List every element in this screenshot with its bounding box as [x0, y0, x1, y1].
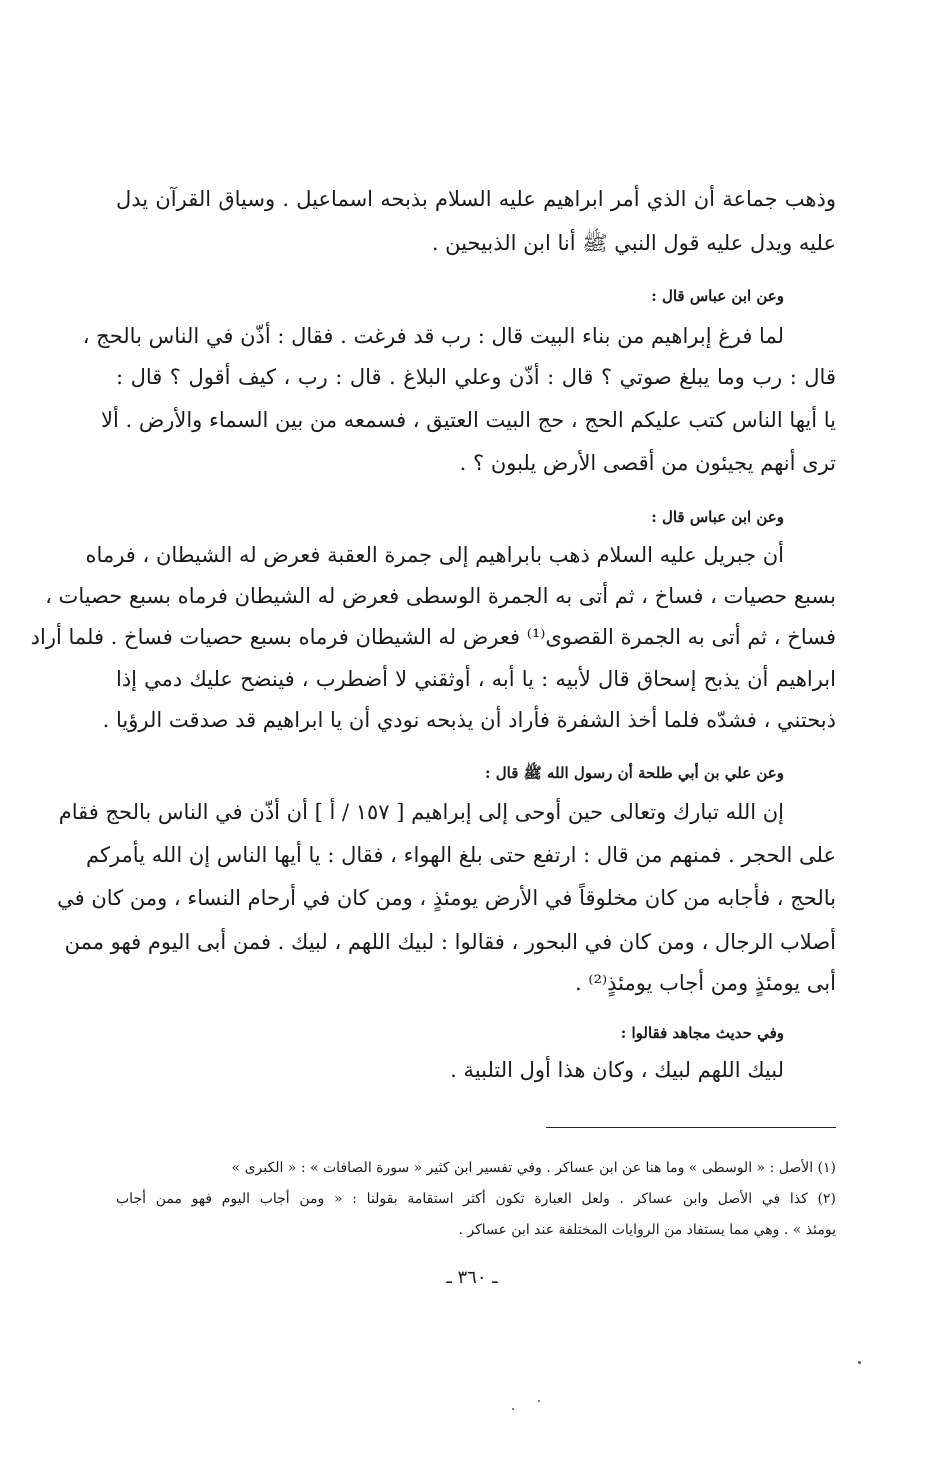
paragraph-4-line-1: إن الله تبارك وتعالى حين أوحى إلى إبراهيم [ ١٥٧ / أ ] أن أذّن في الناس بالحج فقام — [58, 800, 784, 824]
paragraph-1-line-2: عليه ويدل عليه قول النبي ﷺ أنا ابن الذبيحين . — [431, 231, 836, 255]
paragraph-4-line-3: بالحج ، فأجابه من كان مخلوقاً في الأرض يومئذٍ ، ومن كان في أرحام النساء ، ومن كان في — [57, 886, 836, 910]
paragraph-2-line-4: ترى أنهم يجيئون من أقصى الأرض يلبون ؟ . — [459, 451, 836, 475]
footnote-2-line-2: يومئذ » . وهي مما يستفاد من الروايات المختلفة عند ابن عساكر . — [458, 1222, 836, 1238]
heading-mujahid: وفي حديث مجاهد فقالوا : — [620, 1024, 784, 1042]
scan-speck — [858, 1361, 861, 1364]
paragraph-3-line-2: بسبع حصيات ، فساخ ، ثم أتى به الجمرة الوسطى فعرض له الشيطان فرماه بسبع حصيات ، — [45, 584, 836, 608]
footnote-1: (١) الأصل : « الوسطى » وما هنا عن ابن عساكر . وفي تفسير ابن كثير « سورة الصافات » : « الكبرى » — [231, 1160, 836, 1176]
page-number: ـ ٣٦٠ ـ — [446, 1267, 498, 1288]
heading-ali-ibn-abi-talha: وعن علي بن أبي طلحة أن رسول الله ﷺ قال : — [484, 764, 784, 782]
footnote-separator — [546, 1127, 836, 1128]
paragraph-5-line-1: لبيك اللهم لبيك ، وكان هذا أول التلبية . — [450, 1058, 784, 1082]
paragraph-4-line-5: أبى يومئذٍ ومن أجاب يومئذٍ⁽²⁾ . — [575, 971, 836, 995]
footnote-2-line-1: (٢) كذا في الأصل وابن عساكر . ولعل العبارة تكون أكثر استقامة بقولنا : « ومن أجاب اليوم فهو ممن أجاب — [116, 1191, 836, 1207]
paragraph-3-line-3: فساخ ، ثم أتى به الجمرة القصوى⁽¹⁾ فعرض له الشيطان فرماه بسبع حصيات فساخ . فلما أراد — [30, 625, 836, 649]
paragraph-3-line-4: ابراهيم أن يذبح إسحاق قال لأبيه : يا أبه ، أوثقني لا أضطرب ، فينضح عليك دمي إذا — [116, 667, 836, 691]
paragraph-4-line-2: على الحجر . فمنهم من قال : ارتفع حتى بلغ الهواء ، فقال : يا أيها الناس إن الله يأمركم — [85, 843, 836, 867]
paragraph-3-line-1: أن جبريل عليه السلام ذهب بابراهيم إلى جمرة العقبة فعرض له الشيطان ، فرماه — [85, 543, 784, 567]
paragraph-4-line-4: أصلاب الرجال ، ومن كان في البحور ، فقالوا : لبيك اللهم ، لبيك . فمن أبى اليوم فهو ممن — [64, 930, 836, 954]
paragraph-2-line-1: لما فرغ إبراهيم من بناء البيت قال : رب قد فرغت . فقال : أذّن في الناس بالحج ، — [82, 324, 784, 348]
paragraph-2-line-3: يا أيها الناس كتب عليكم الحج ، حج البيت العتيق ، فسمعه من بين السماء والأرض . ألا — [101, 408, 836, 432]
paragraph-3-line-5: ذبحتني ، فشدّه فلما أخذ الشفرة فأراد أن يذبحه نودي أن يا ابراهيم قد صدقت الرؤيا . — [102, 708, 836, 732]
paragraph-1-line-1: وذهب جماعة أن الذي أمر ابراهيم عليه السلام بذبحه اسماعيل . وسياق القرآن يدل — [116, 187, 836, 211]
heading-ibn-abbas-1: وعن ابن عباس قال : — [651, 287, 784, 305]
paragraph-2-line-2: قال : رب وما يبلغ صوتي ؟ قال : أذّن وعلي البلاغ . قال : رب ، كيف أقول ؟ قال : — [116, 365, 836, 389]
heading-ibn-abbas-2: وعن ابن عباس قال : — [651, 508, 784, 526]
scan-speck — [538, 1400, 540, 1402]
scan-speck — [512, 1408, 514, 1410]
